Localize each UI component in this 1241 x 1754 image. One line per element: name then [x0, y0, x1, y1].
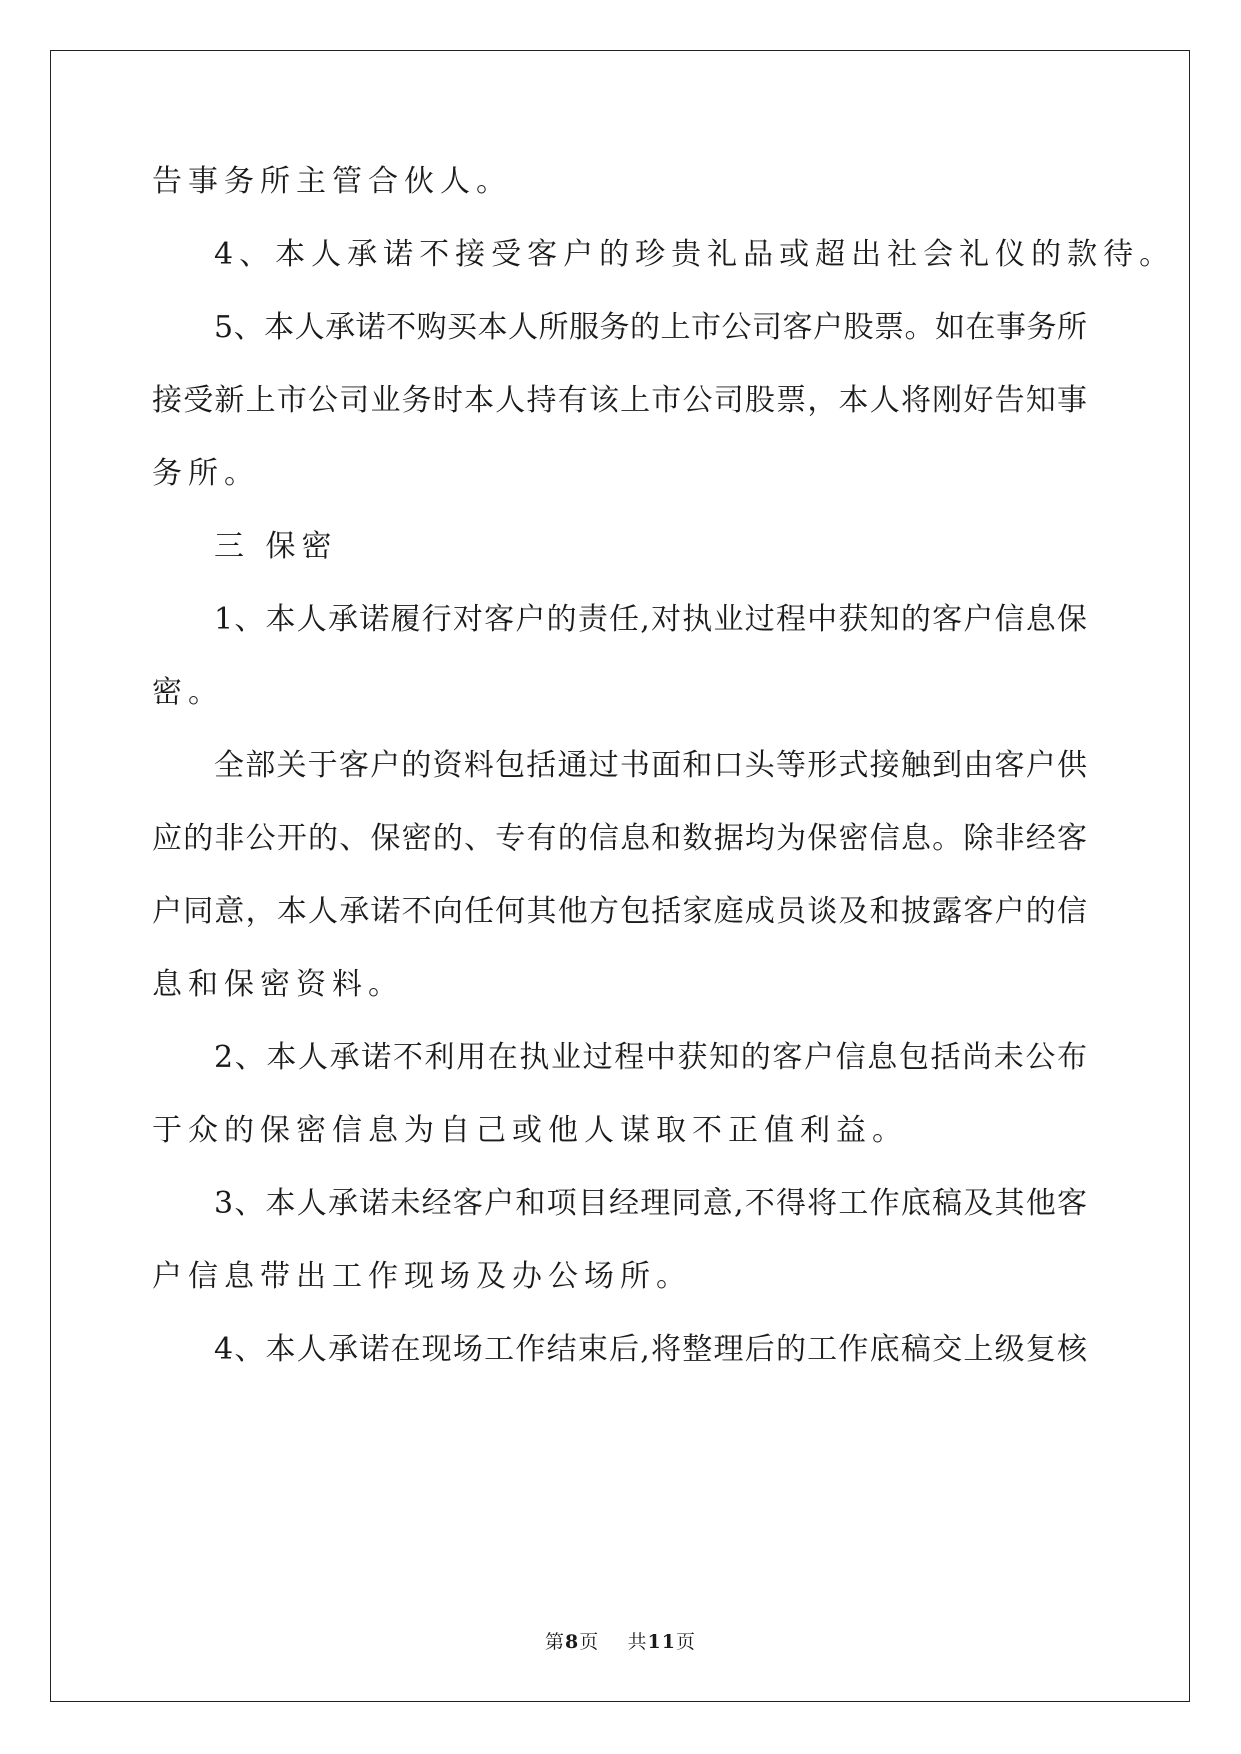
- paragraph-line: 务所。: [152, 456, 260, 491]
- paragraph-line: 4、本人承诺在现场工作结束后,将整理后的工作底稿交上级复核: [214, 1332, 1087, 1367]
- paragraph-line: 4、本人承诺不接受客户的珍贵礼品或超出社会礼仪的款待。: [214, 237, 1176, 272]
- paragraph-line: 5、本人承诺不购买本人所服务的上市公司客户股票。如在事务所: [214, 310, 1087, 345]
- footer-total-pages: 11: [647, 1631, 676, 1653]
- paragraph-line: 接受新上市公司业务时本人持有该上市公司股票，本人将刚好告知事: [152, 383, 1087, 418]
- footer-total-prefix: 共: [627, 1631, 648, 1653]
- paragraph-line: 应的非公开的、保密的、专有的信息和数据均为保密信息。除非经客: [152, 821, 1087, 856]
- paragraph-line: 密。: [152, 675, 224, 710]
- section-heading: 三 保密: [214, 529, 338, 564]
- page-border: [50, 50, 1190, 1702]
- paragraph-line: 户信息带出工作现场及办公场所。: [152, 1259, 692, 1294]
- footer-page-number: 8: [565, 1631, 580, 1653]
- footer-page-suffix: 页: [579, 1631, 600, 1653]
- paragraph-line: 全部关于客户的资料包括通过书面和口头等形式接触到由客户供: [214, 748, 1087, 783]
- page-footer: [0, 1630, 1241, 1654]
- paragraph-line: 于众的保密信息为自己或他人谋取不正值利益。: [152, 1113, 908, 1148]
- paragraph-line: 3、本人承诺未经客户和项目经理同意,不得将工作底稿及其他客: [214, 1186, 1087, 1221]
- footer-prefix: 第: [545, 1631, 566, 1653]
- paragraph-line: 息和保密资料。: [152, 967, 404, 1002]
- footer-total-suffix: 页: [675, 1631, 696, 1653]
- paragraph-line: 2、本人承诺不利用在执业过程中获知的客户信息包括尚未公布: [214, 1040, 1087, 1075]
- paragraph-line: 告事务所主管合伙人。: [152, 164, 512, 199]
- paragraph-line: 户同意，本人承诺不向任何其他方包括家庭成员谈及和披露客户的信: [152, 894, 1087, 929]
- paragraph-line: 1、本人承诺履行对客户的责任,对执业过程中获知的客户信息保: [214, 602, 1087, 637]
